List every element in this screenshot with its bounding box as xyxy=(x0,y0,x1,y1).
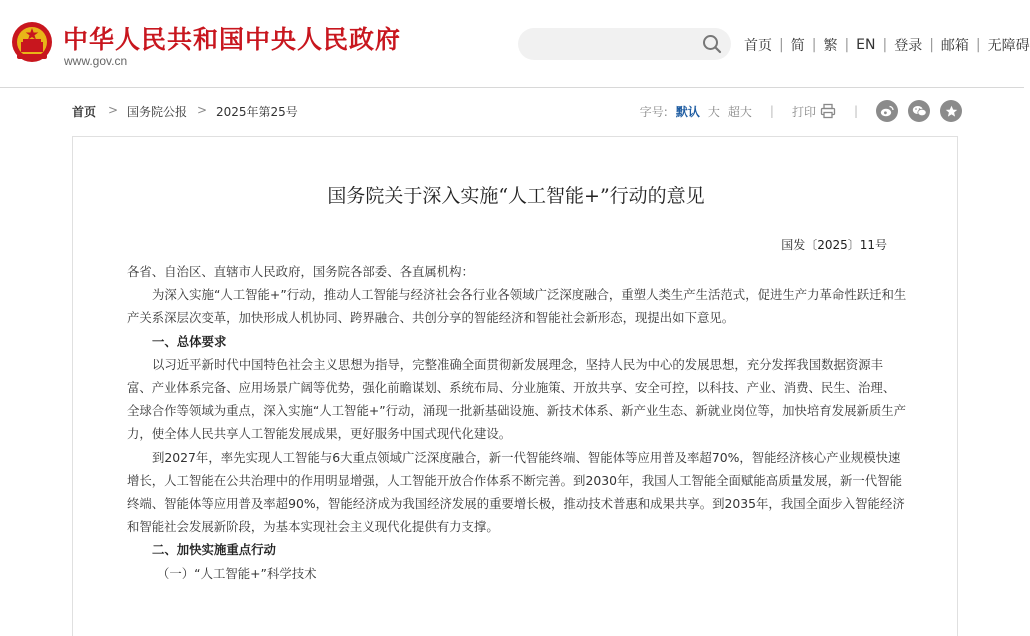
font-size-xlarge[interactable]: 超大 xyxy=(727,104,752,119)
nav-english[interactable]: EN xyxy=(856,37,876,53)
section-heading: 一、总体要求 xyxy=(152,333,227,349)
wechat-icon[interactable] xyxy=(908,100,930,122)
font-size-default[interactable]: 默认 xyxy=(675,104,700,119)
breadcrumb-issue[interactable]: 2025年第25号 xyxy=(216,105,298,119)
nav-separator: | xyxy=(975,37,981,53)
article-tools xyxy=(640,99,962,123)
article-title: 国务院关于深入实施“人工智能+”行动的意见 xyxy=(327,185,705,207)
site-url[interactable]: www.gov.cn xyxy=(64,54,128,68)
body-paragraph: 到2027年，率先实现人工智能与6大重点领域广泛深度融合，新一代智能终端、智能体等应用普及率超70%，智能经济核心产业规模快速增长，人工智能在公共治理中的作用明显增强，人工智能开放合作体系不断完善。到2030年，我国人工智能全面赋能高质量发展，新一代智能终端、智能体等应用普及率超90%，智能经济成为我国经济发展的重要增长极，推动技术普惠和成果共享。到2035年，我国全面步入智能经济和智能社会发展新阶段，为基本实现社会主义现代化提供有力支撑。 xyxy=(127,449,905,535)
search-box xyxy=(518,28,731,60)
nav-traditional[interactable]: 繁 xyxy=(823,38,838,54)
site-name[interactable]: 中华人民共和国中央人民政府 xyxy=(63,25,402,54)
national-emblem-icon[interactable] xyxy=(11,20,53,64)
top-nav xyxy=(744,35,1030,55)
article-panel xyxy=(72,136,958,636)
star-icon[interactable] xyxy=(940,100,962,122)
nav-simplified[interactable]: 简 xyxy=(790,38,805,54)
print-button[interactable]: 打印 xyxy=(791,104,816,119)
breadcrumb-section[interactable]: 国务院公报 xyxy=(127,105,188,119)
chevron-right-icon: > xyxy=(108,103,119,117)
weibo-icon[interactable] xyxy=(876,100,898,122)
nav-home[interactable]: 首页 xyxy=(744,38,772,54)
nav-separator: | xyxy=(882,37,888,53)
search-input[interactable] xyxy=(532,28,700,60)
tools-divider: | xyxy=(853,104,858,118)
font-size-large[interactable]: 大 xyxy=(707,104,720,119)
salutation: 各省、自治区、直辖市人民政府，国务院各部委、各直属机构： xyxy=(127,264,474,279)
nav-accessibility[interactable]: 无障碍 xyxy=(987,38,1030,54)
font-size-label: 字号: xyxy=(639,104,668,119)
search-icon[interactable] xyxy=(701,33,723,55)
breadcrumb-home[interactable]: 首页 xyxy=(72,105,97,119)
intro-paragraph: 为深入实施“人工智能+”行动，推动人工智能与经济社会各行业各领域广泛深度融合，重塑人类生产生活范式，促进生产力革命性跃迁和生产关系深层次变革，加快形成人机协同、跨界融合、共创分享的智能经济和智能社会新形态，现提出如下意见。 xyxy=(127,287,907,326)
chevron-right-icon: > xyxy=(197,103,208,117)
body-paragraph: 以习近平新时代中国特色社会主义思想为指导，完整准确全面贯彻新发展理念，坚持人民为中心的发展思想，充分发挥我国数据资源丰富、产业体系完备、应用场景广阔等优势，强化前瞻谋划、系统布局、分业施策、开放共享、安全可控，以科技、产业、消费、民生、治理、全球合作等领域为重点，深入实施“人工智能+”行动，涌现一批新基础设施、新技术体系、新产业生态、新就业岗位等，加快培育发展新质生产力，使全体人民共享人工智能发展成果，更好服务中国式现代化建设。 xyxy=(127,356,907,442)
nav-mail[interactable]: 邮箱 xyxy=(940,38,969,54)
nav-login[interactable]: 登录 xyxy=(894,38,923,54)
nav-separator: | xyxy=(929,37,934,53)
nav-separator: | xyxy=(844,37,850,53)
section-heading: 二、加快实施重点行动 xyxy=(152,542,276,558)
nav-separator: | xyxy=(811,37,817,53)
site-header xyxy=(0,0,1030,88)
article-body xyxy=(127,260,907,585)
nav-separator: | xyxy=(779,37,784,53)
document-number: 国发〔2025〕11号 xyxy=(781,238,887,252)
printer-icon[interactable] xyxy=(820,103,836,119)
breadcrumb xyxy=(72,103,962,121)
subsection-heading: （一）“人工智能+”科学技术 xyxy=(157,565,317,581)
tools-divider: | xyxy=(769,104,774,118)
